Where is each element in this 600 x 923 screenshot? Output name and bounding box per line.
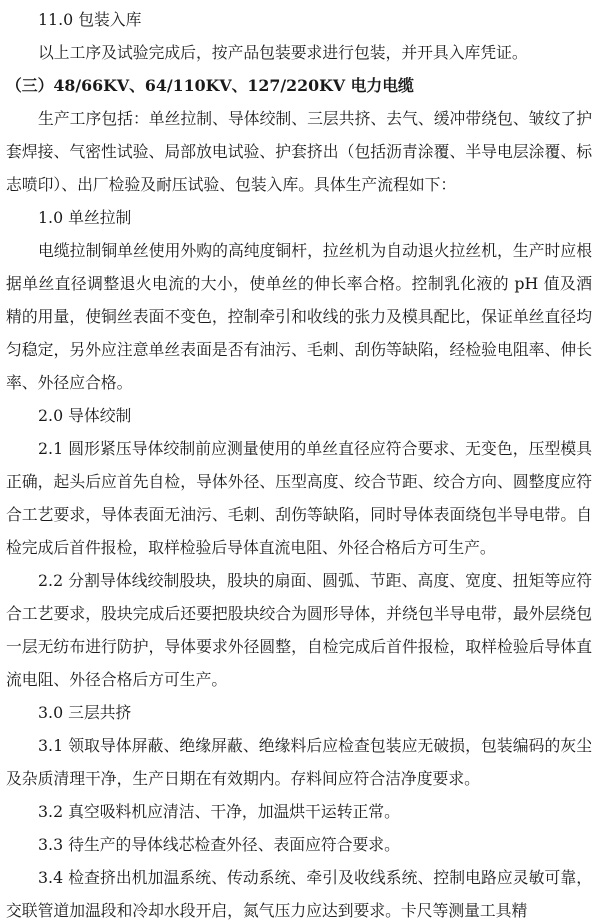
paragraph-process-intro: 生产工序包括：单丝拉制、导体绞制、三层共挤、去气、缓冲带绕包、皱纹了护套焊接、气密性试验、局部放电试验、护套挤出（包括沥青涂覆、半导电层涂覆、标志喷印）、出厂检验及耐压试验、包装入库。具体生产流程如下： [6,109,592,194]
paragraph-conductor-2-1: 2.1 圆形紧压导体绞制前应测量使用的单丝直径应符合要求、无变色，压型模具正确，起头后应首先自检，导体外径、压型高度、绞合节距、绞合方向、圆整度应符合工艺要求，导体表面无油污、毛刺、刮伤等缺陷，同时导体表面绕包半导电带。自检完成后首件报检，取样检验后导体直流电阻、外径合格后方可生产。 [6,439,592,557]
paragraph-wire-drawing: 电缆拉制铜单丝使用外购的高纯度铜杆，拉丝机为自动退火拉丝机，生产时应根据单丝直径调整退火电流的大小，使单丝的伸长率合格。控制乳化液的 pH 值及酒精的用量，使铜丝表面不变色，控制牵引和收线的张力及模具配比，保证单丝直径均匀稳定，另外应注意单丝表面是否有油污、毛刺、刮伤等缺陷，经检验电阻率、伸长率、外径应合格。 [6,241,592,392]
heading-triple-extrusion: 3.0 三层共挤 [38,703,132,722]
paragraph-extrusion-3-4: 3.4 检查挤出机加温系统、传动系统、牵引及收线系统、控制电路应灵敏可靠，交联管道加温段和冷却水段开启，氮气压力应达到要求。卡尺等测量工具精 [6,868,592,920]
paragraph-extrusion-3-2: 3.2 真空吸料机应清洁、干净，加温烘干运转正常。 [38,802,400,821]
paragraph-extrusion-3-3: 3.3 待生产的导体线芯检查外径、表面应符合要求。 [38,835,400,854]
paragraph-conductor-2-2: 2.2 分割导体线绞制股块，股块的扇面、圆弧、节距、高度、宽度、扭矩等应符合工艺要求，股块完成后还要把股块绞合为圆形导体，并绕包半导电带，最外层绕包一层无纺布进行防护，导体要求外径圆整，自检完成后首件报检，取样检验后导体直流电阻、外径合格后方可生产。 [6,571,592,689]
heading-conductor-stranding: 2.0 导体绞制 [38,406,132,425]
paragraph-extrusion-3-1: 3.1 领取导体屏蔽、绝缘屏蔽、绝缘料后应检查包装应无破损，包装编码的灰尘及杂质清理干净，生产日期在有效期内。存料间应符合洁净度要求。 [6,736,592,788]
heading-packaging: 11.0 包装入库 [38,10,142,29]
paragraph-packaging: 以上工序及试验完成后，按产品包装要求进行包装，并开具入库凭证。 [38,43,528,62]
section-title-power-cable: （三）48/66KV、64/110KV、127/220KV 电力电缆 [6,76,414,95]
heading-wire-drawing: 1.0 单丝拉制 [38,208,132,227]
